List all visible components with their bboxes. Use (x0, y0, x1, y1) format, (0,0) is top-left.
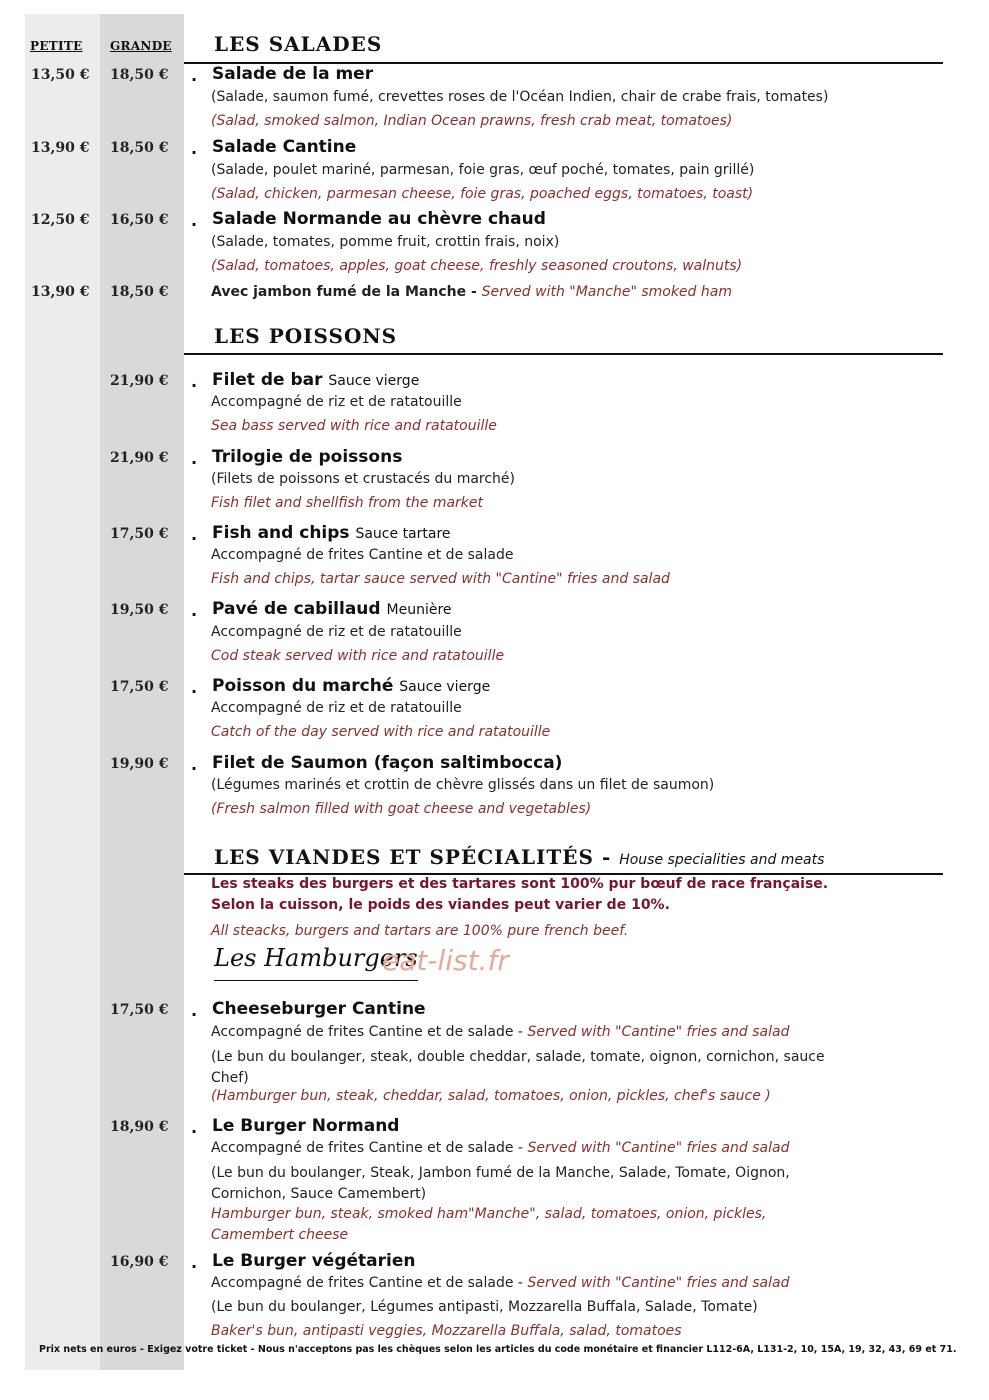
item-name: Salade de la mer (212, 64, 374, 84)
item-bullet: . (191, 139, 198, 158)
item-name (212, 676, 490, 696)
item-title: Trilogie de poissons (212, 447, 403, 467)
section-rule (184, 873, 943, 875)
item-description-en: (Fresh salmon filled with goat cheese and vegetables) (211, 801, 592, 817)
price-grande: 21,90 € (110, 373, 169, 389)
item-name: Salade Normande au chèvre chaud (212, 209, 546, 229)
beef-note: Les steaks des burgers et des tartares sont 100% pur bœuf de race française. (211, 876, 829, 892)
price-grande: 18,50 € (110, 67, 169, 83)
hamburgers-underline (214, 980, 418, 981)
item-description-fr: (Le bun du boulanger, Steak, Jambon fumé de la Manche, Salade, Tomate, Oignon, Cornichon, Sauce Camembert) (211, 1165, 790, 1202)
item-bullet: . (191, 755, 198, 774)
item-name (212, 447, 402, 467)
hamburgers-heading-text: Les Hamburgers (214, 944, 418, 972)
accompaniment-fr: Accompagné de frites Cantine et de salade - (211, 1275, 523, 1291)
item-name: Le Burger Normand (212, 1116, 400, 1136)
item-bullet: . (191, 211, 198, 230)
item-description-fr: Accompagné de riz et de ratatouille (211, 394, 462, 410)
item-description-en: Fish and chips, tartar sauce served with "Cantine" fries and salad (211, 571, 670, 587)
item-description-fr: (Salade, tomates, pomme fruit, crottin frais, noix) (211, 234, 560, 250)
section-rule (184, 353, 943, 355)
petite-column-header: PETITE (30, 39, 83, 53)
item-title: Pavé de cabillaud (212, 599, 381, 619)
item-description-en: Hamburger bun, steak, smoked ham"Manche", salad, tomatoes, onion, pickles, Camembert cheese (211, 1206, 767, 1243)
item-name (212, 523, 451, 543)
price-grande: 16,90 € (110, 1254, 169, 1270)
price-grande: 17,50 € (110, 1002, 169, 1018)
item-sauce: Sauce vierge (328, 373, 420, 389)
item-accompaniment (211, 1024, 789, 1040)
item-name: Le Burger végétarien (212, 1251, 416, 1271)
item-bullet: . (191, 372, 198, 391)
item-name (212, 753, 562, 773)
price-grande: 19,90 € (110, 756, 169, 772)
price-grande: 17,50 € (110, 679, 169, 695)
item-name (212, 370, 419, 390)
item-description-en: (Salad, smoked salmon, Indian Ocean prawns, fresh crab meat, tomatoes) (211, 113, 733, 129)
item-description-fr: (Filets de poissons et crustacés du marché) (211, 471, 516, 487)
section-title-viandes (214, 845, 824, 869)
grande-column-header: GRANDE (110, 39, 172, 53)
accompaniment-fr: Accompagné de frites Cantine et de salade - (211, 1140, 523, 1156)
item-accompaniment (211, 1275, 789, 1291)
item-description-en: Baker's bun, antipasti veggies, Mozzarella Buffala, salad, tomatoes (211, 1323, 682, 1339)
item-description-fr: (Le bun du boulanger, Légumes antipasti, Mozzarella Buffala, Salade, Tomate) (211, 1299, 758, 1315)
item-bullet: . (191, 678, 198, 697)
item-bullet: . (191, 601, 198, 620)
price-grande: 18,50 € (110, 284, 169, 300)
price-grande: 17,50 € (110, 526, 169, 542)
item-description-en: Catch of the day served with rice and ratatouille (211, 724, 551, 740)
item-description-fr: (Légumes marinés et crottin de chèvre glissés dans un filet de saumon) (211, 777, 715, 793)
item-description-en: (Hamburger bun, steak, cheddar, salad, tomatoes, onion, pickles, chef's sauce ) (211, 1088, 771, 1104)
item-title: Filet de bar (212, 370, 323, 390)
accompaniment-en: Served with "Cantine" fries and salad (527, 1140, 790, 1156)
item-description-fr: (Salade, poulet mariné, parmesan, foie gras, œuf poché, tomates, pain grillé) (211, 162, 755, 178)
item-description-fr: (Salade, saumon fumé, crevettes roses de l'Océan Indien, chair de crabe frais, tomates) (211, 89, 829, 105)
item-sauce: Meunière (386, 602, 452, 618)
beef-note-en: All steacks, burgers and tartars are 100% pure french beef. (211, 923, 629, 939)
price-grande: 16,50 € (110, 212, 169, 228)
item-bullet: . (191, 449, 198, 468)
item-option (211, 284, 732, 300)
section-title-salades: LES SALADES (214, 32, 383, 56)
item-name: Salade Cantine (212, 137, 357, 157)
item-sauce: Sauce tartare (355, 526, 451, 542)
price-petite: 13,90 € (31, 284, 90, 300)
item-description-en: Fish filet and shellfish from the market (211, 495, 484, 511)
item-title: Poisson du marché (212, 676, 394, 696)
item-title: Filet de Saumon (façon saltimbocca) (212, 753, 563, 773)
item-bullet: . (191, 1001, 198, 1020)
item-description-fr: Accompagné de frites Cantine et de salade (211, 547, 514, 563)
item-description-fr: Accompagné de riz et de ratatouille (211, 700, 462, 716)
weight-note: Selon la cuisson, le poids des viandes peut varier de 10%. (211, 897, 670, 913)
section-subtitle: House specialities and meats (619, 852, 825, 868)
item-bullet: . (191, 525, 198, 544)
item-description-en: (Salad, tomatoes, apples, goat cheese, freshly seasoned croutons, walnuts) (211, 258, 743, 274)
item-title: Fish and chips (212, 523, 350, 543)
price-petite: 12,50 € (31, 212, 90, 228)
accompaniment-en: Served with "Cantine" fries and salad (527, 1024, 790, 1040)
price-grande: 18,90 € (110, 1119, 169, 1135)
watermark: eat-list.fr (382, 944, 509, 977)
item-bullet: . (191, 1253, 198, 1272)
item-description-en: Sea bass served with rice and ratatouille (211, 418, 497, 434)
item-description-fr: Accompagné de riz et de ratatouille (211, 624, 462, 640)
item-option-en: Served with "Manche" smoked ham (481, 284, 732, 300)
item-bullet: . (191, 1118, 198, 1137)
section-title-poissons: LES POISSONS (214, 324, 398, 348)
section-title-text: LES VIANDES ET SPÉCIALITÉS - (214, 845, 612, 869)
legal-footer: Prix nets en euros - Exigez votre ticket - Nous n'acceptons pas les chèques selon les articles du code monétaire et financier L112-6A, L131-2, 10, 15A, 19, 32, 43, 69 et 71. (39, 1344, 957, 1355)
price-petite: 13,90 € (31, 140, 90, 156)
price-grande: 19,50 € (110, 602, 169, 618)
accompaniment-en: Served with "Cantine" fries and salad (527, 1275, 790, 1291)
item-option-fr: Avec jambon fumé de la Manche - (211, 284, 477, 300)
item-description-en: (Salad, chicken, parmesan cheese, foie gras, poached eggs, tomatoes, toast) (211, 186, 754, 202)
price-grande: 21,90 € (110, 450, 169, 466)
item-name (212, 599, 452, 619)
item-bullet: . (191, 66, 198, 85)
item-sauce: Sauce vierge (399, 679, 491, 695)
price-petite: 13,50 € (31, 67, 90, 83)
item-accompaniment (211, 1140, 789, 1156)
accompaniment-fr: Accompagné de frites Cantine et de salade - (211, 1024, 523, 1040)
item-name: Cheeseburger Cantine (212, 999, 426, 1019)
item-description-en: Cod steak served with rice and ratatouille (211, 648, 505, 664)
item-description-fr: (Le bun du boulanger, steak, double cheddar, salade, tomate, oignon, cornichon, sauce Chef) (211, 1049, 825, 1086)
price-grande: 18,50 € (110, 140, 169, 156)
